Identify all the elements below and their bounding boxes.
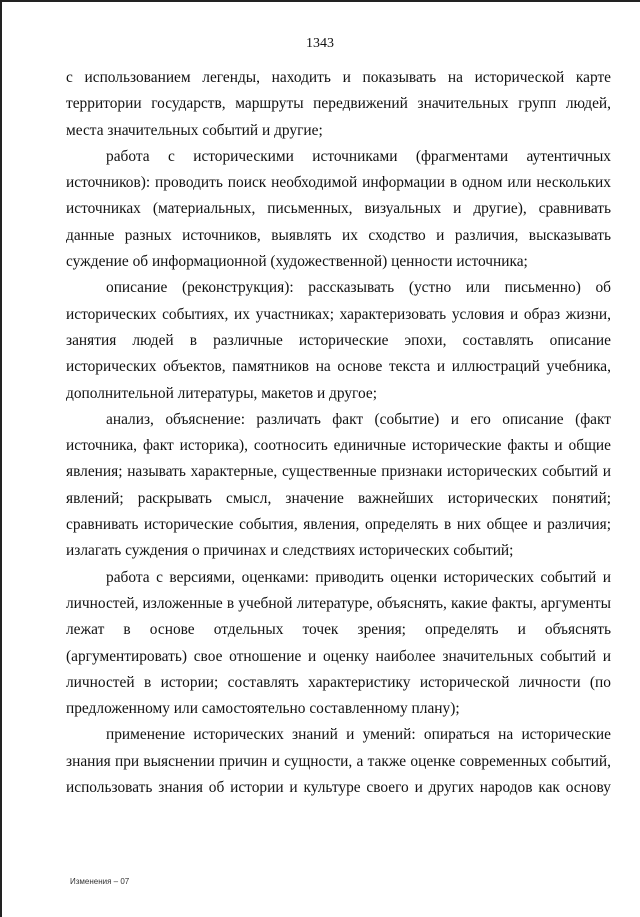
footer-revision-note: Изменения – 07	[70, 877, 130, 886]
paragraph-sources: работа с историческими источниками (фрагментами аутентичных источников): проводить поиск необходимой информации в одном или нескольких источниках (материальных, письменных, визуальных и другие), сравнивать данные разных источников, выявлять их сходство и различия, высказывать суждение об информационной (художественной) ценности источника;	[66, 147, 611, 271]
scan-border-top	[0, 0, 640, 2]
paragraph-description: описание (реконструкция): рассказывать (устно или письменно) об исторических событиях, их участниках; характеризовать условия и образ жизни, занятия людей в различные исторические эпохи, составлять описание исторических объектов, памятников на основе текста и иллюстраций учебника, дополнительной литературы, макетов и другое;	[66, 279, 611, 402]
paragraph-maps: с использованием легенды, находить и показывать на исторической карте территории государств, маршруты передвижений значительных групп людей, места значительных событий и другие;	[66, 69, 611, 139]
paragraph-application: применение исторических знаний и умений: опираться на исторические знания при выяснении причин и сущности, а также оценке современных событий, использовать знания об истории и культуре своего и других народов как основу	[66, 726, 611, 797]
scan-border-left	[0, 0, 2, 917]
paragraph-analysis: анализ, объяснение: различать факт (событие) и его описание (факт источника, факт историка), соотносить единичные исторические факты и общие явления; называть характерные, существенные признаки исторических событий и явлений; раскрывать смысл, значение важнейших исторических понятий; сравнивать исторические события, явления, определять в них общее и различия; излагать суждения о причинах и следствиях исторических событий;	[66, 410, 611, 560]
paragraph-versions: работа с версиями, оценками: приводить оценки исторических событий и личностей, изложенные в учебной литературе, объяснять, какие факты, аргументы лежат в основе отдельных точек зрения; определять и объяснять (аргументировать) свое отношение и оценку наиболее значительных событий и личностей в истории; составлять характеристику исторической личности (по предложенному или самостоятельно составленному плану);	[66, 568, 611, 718]
page-number: 1343	[306, 36, 334, 51]
document-body	[66, 65, 611, 801]
